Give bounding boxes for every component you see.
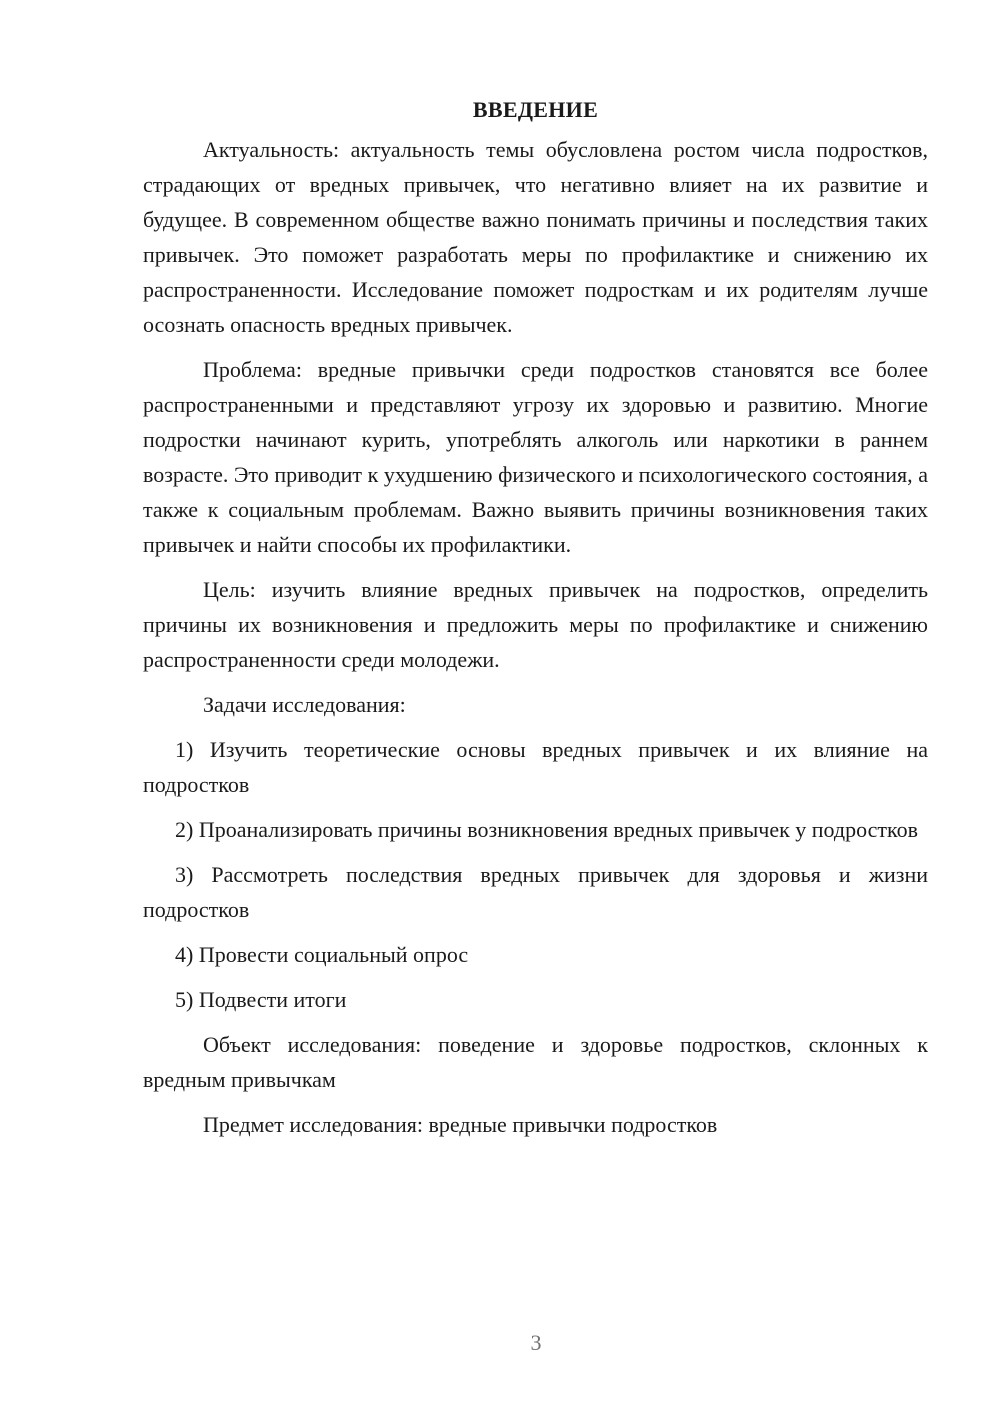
task-item-2: 2) Проанализировать причины возникновения вредных привычек у подростков: [175, 817, 918, 842]
task-item-4: 4) Провести социальный опрос: [175, 942, 469, 967]
page-number: 3: [530, 1330, 542, 1355]
tasks-intro: Задачи исследования:: [203, 692, 406, 717]
task-item-3: 3) Рассмотреть последствия вредных привычек для здоровья и жизни подростков: [143, 862, 928, 922]
subject-paragraph: Предмет исследования: вредные привычки подростков: [203, 1112, 718, 1137]
task-item-1: 1) Изучить теоретические основы вредных привычек и их влияние на подростков: [143, 737, 928, 797]
relevance-paragraph: Актуальность: актуальность темы обусловлена ростом числа подростков, страдающих от вредных привычек, что негативно влияет на их развитие и будущее. В современном обществе важно понимать причины и последствия таких привычек. Это поможет разработать меры по профилактике и снижению их распространенности. Исследование поможет подросткам и их родителям лучше осознать опасность вредных привычек.: [143, 137, 928, 337]
section-heading: ВВЕДЕНИЕ: [472, 97, 599, 122]
problem-paragraph: Проблема: вредные привычки среди подростков становятся все более распространенными и представляют угрозу их здоровью и развитию. Многие подростки начинают курить, употреблять алкоголь или наркотики в раннем возрасте. Это приводит к ухудшению физического и психологического состояния, а также к социальным проблемам. Важно выявить причины возникновения таких привычек и найти способы их профилактики.: [143, 357, 928, 557]
task-item-5: 5) Подвести итоги: [175, 987, 347, 1012]
goal-paragraph: Цель: изучить влияние вредных привычек на подростков, определить причины их возникновения и предложить меры по профилактике и снижению распространенности среди молодежи.: [143, 577, 928, 672]
document-page: [143, 92, 928, 1152]
object-paragraph: Объект исследования: поведение и здоровье подростков, склонных к вредным привычкам: [143, 1032, 928, 1092]
